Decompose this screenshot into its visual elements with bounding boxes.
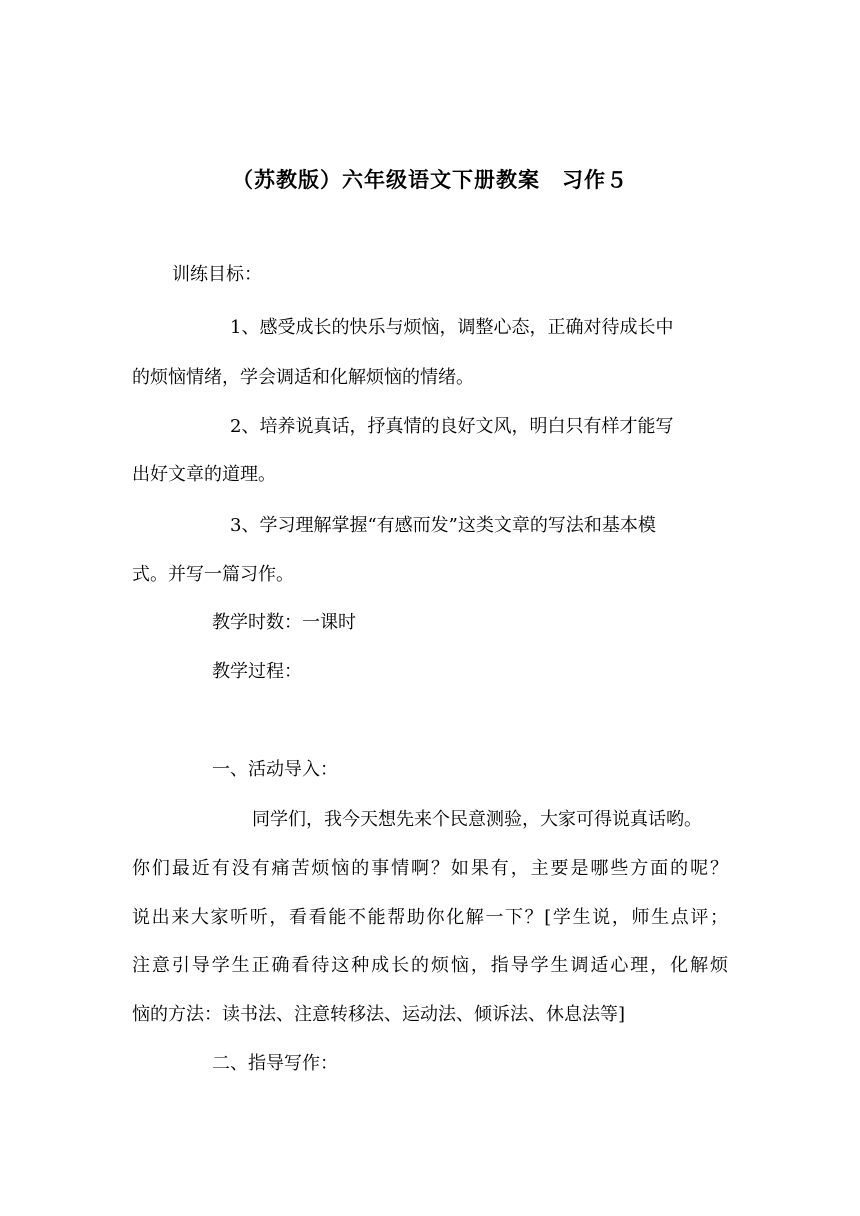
- section-1-line-1: 同学们，我今天想先来个民意测验，大家可得说真话哟。: [252, 809, 702, 830]
- goal-1-line-2: 的烦恼情绪，学会调适和化解烦恼的情绪。: [132, 367, 474, 388]
- section-1-line-2: 你们最近有没有痛苦烦恼的事情啊？如果有，主要是哪些方面的呢？: [132, 858, 728, 879]
- goal-2-line-2: 出好文章的道理。: [132, 464, 276, 485]
- goal-3-line-2: 式。并写一篇习作。: [132, 564, 294, 585]
- section-1-line-3: 说出来大家听听，看看能不能帮助你化解一下？[学生说，师生点评；: [132, 907, 728, 928]
- goal-2-line-1: 2、培养说真话，抒真情的良好文风，明白只有样才能写: [230, 416, 674, 437]
- teaching-hours: 教学时数：一课时: [212, 612, 356, 633]
- section-1-heading: 一、活动导入：: [212, 759, 338, 780]
- document-title: （苏教版）六年级语文下册教案 习作５: [232, 167, 628, 192]
- goals-heading: 训练目标：: [172, 264, 262, 285]
- section-1-line-4: 注意引导学生正确看待这种成长的烦恼，指导学生调适心理，化解烦: [132, 955, 728, 976]
- section-2-heading: 二、指导写作：: [212, 1053, 338, 1074]
- section-1-line-5: 恼的方法：读书法、注意转移法、运动法、倾诉法、休息法等]: [132, 1004, 626, 1025]
- goal-1-line-1: 1、感受成长的快乐与烦恼，调整心态，正确对待成长中: [230, 317, 674, 338]
- goal-3-line-1: 3、学习理解掌握“有感而发”这类文章的写法和基本模: [230, 515, 656, 536]
- process-heading: 教学过程：: [212, 661, 302, 682]
